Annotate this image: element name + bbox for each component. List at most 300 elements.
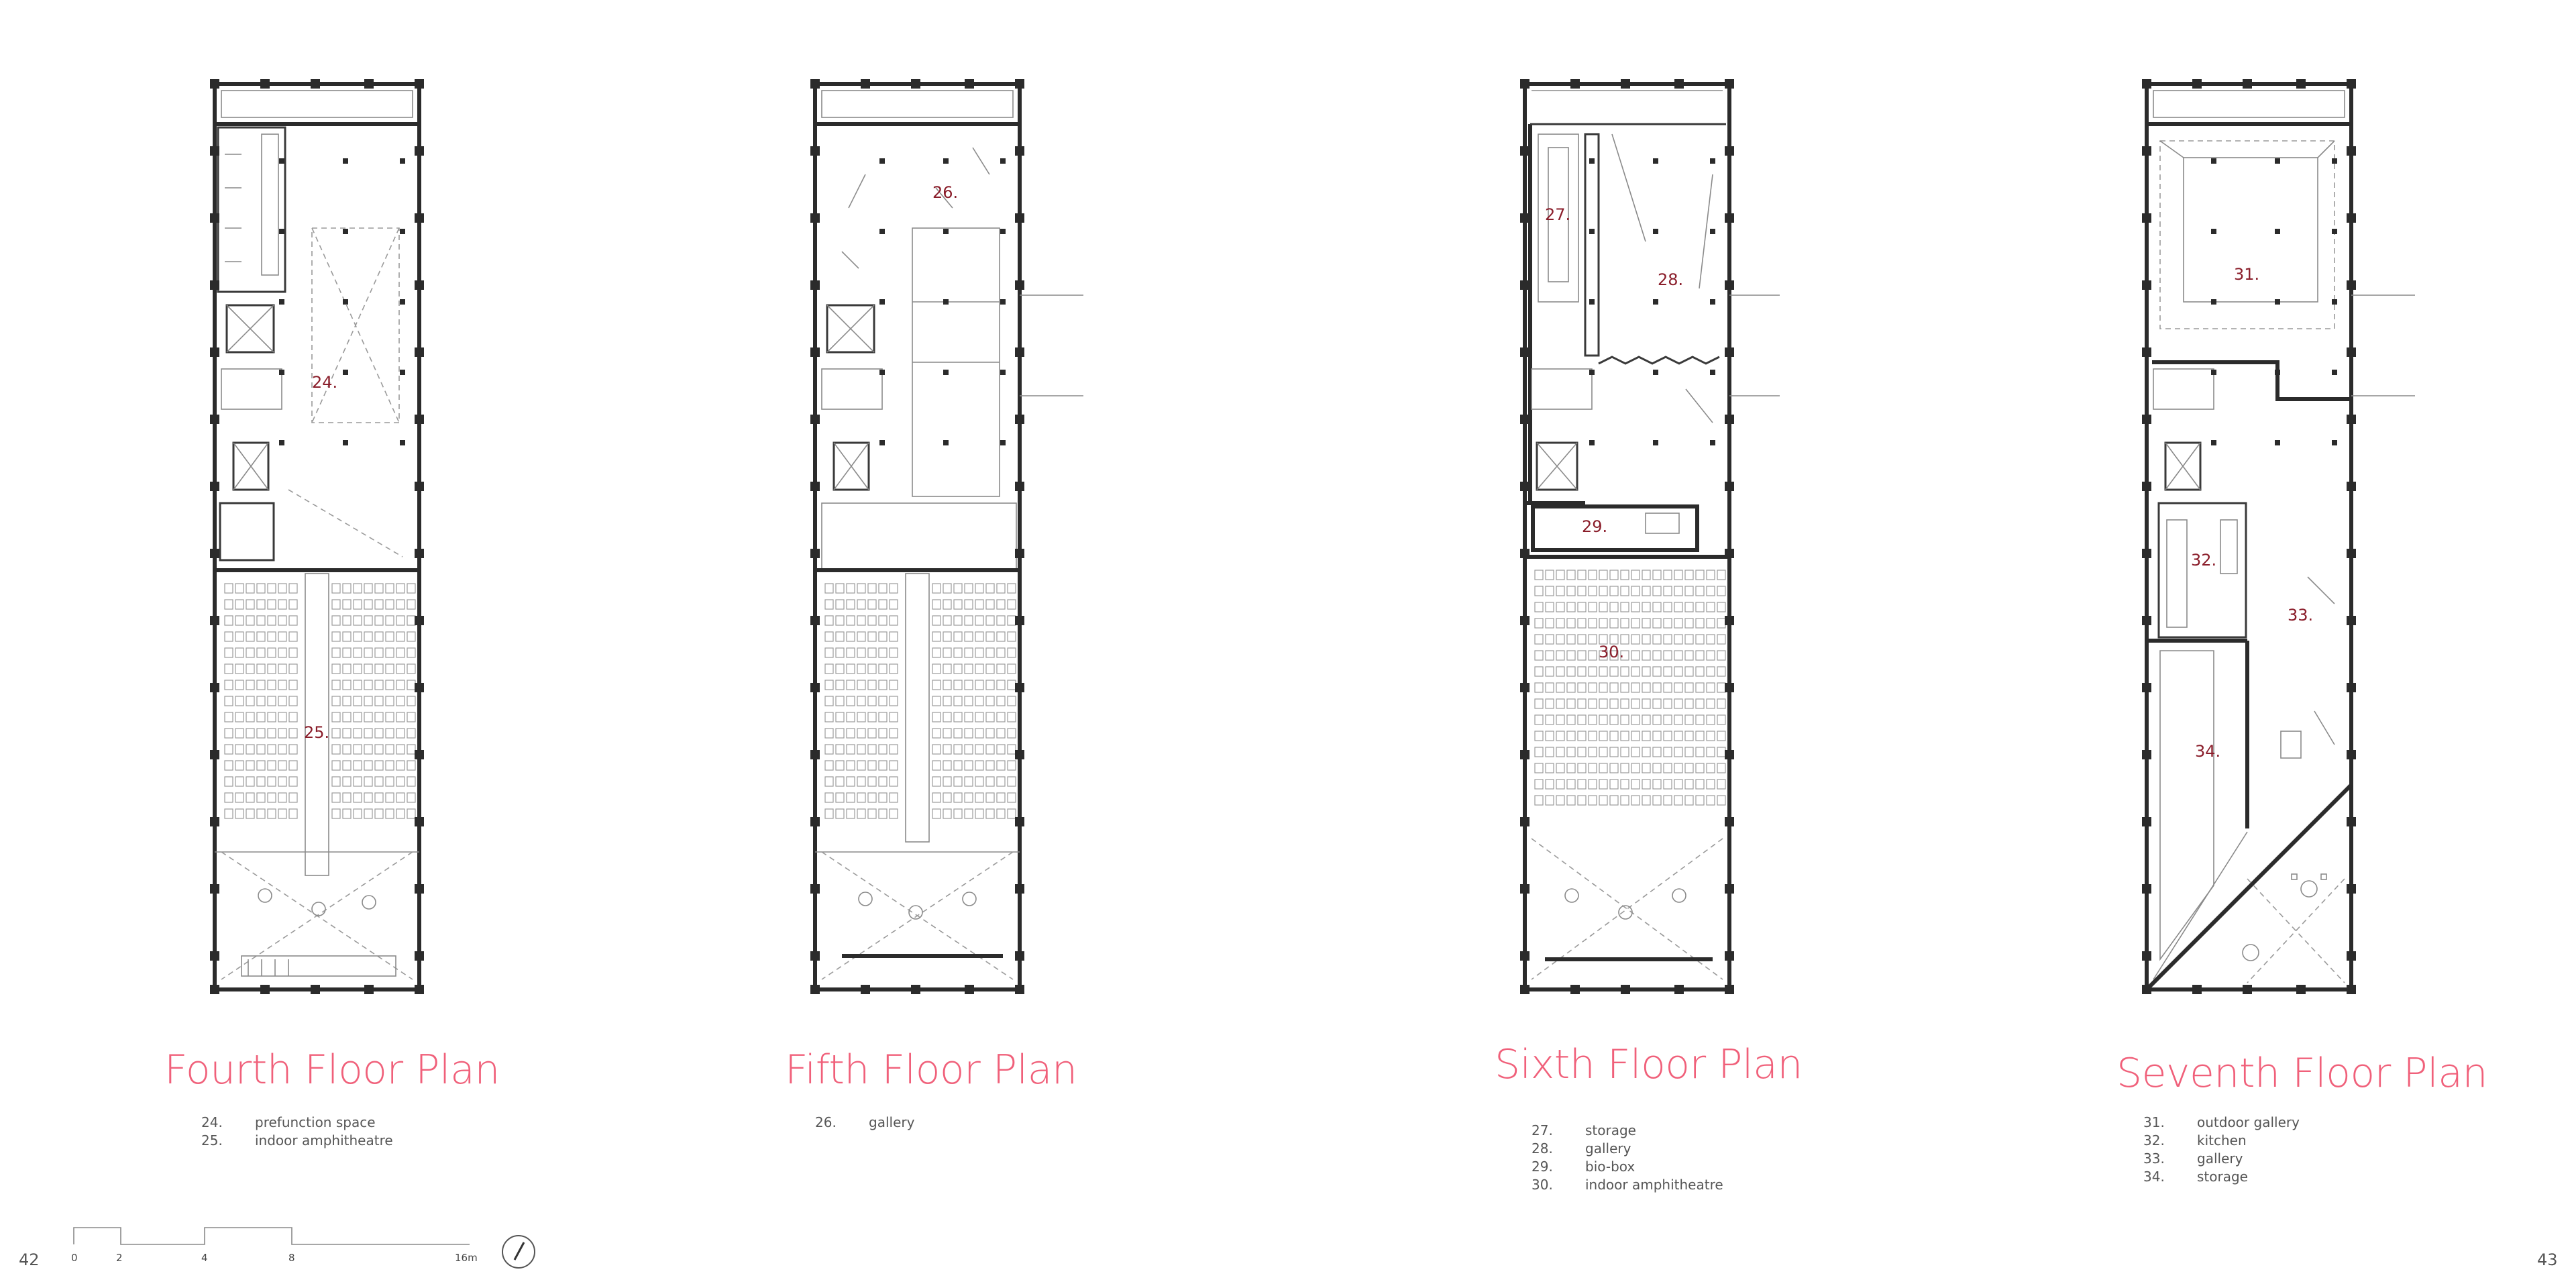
seat (1642, 635, 1650, 644)
seat (868, 809, 876, 818)
seat (932, 712, 941, 722)
seat (986, 712, 994, 722)
seat (354, 616, 362, 625)
seat (1631, 763, 1640, 773)
seat (1696, 715, 1704, 724)
seat (825, 696, 833, 706)
seat (1535, 780, 1543, 789)
seat (1567, 635, 1575, 644)
seat (857, 632, 865, 641)
seat (343, 745, 351, 754)
seat (1556, 763, 1564, 773)
seat (278, 696, 286, 706)
seat (868, 600, 876, 609)
room-label-24: 24. (312, 373, 338, 392)
seat (868, 584, 876, 593)
seat (1556, 619, 1564, 628)
column (279, 370, 284, 375)
seat (1599, 667, 1607, 676)
seat (246, 745, 254, 754)
seat (1535, 747, 1543, 757)
seat (986, 584, 994, 593)
seat (246, 680, 254, 690)
seat (289, 664, 297, 674)
seat (1556, 780, 1564, 789)
seat (1685, 747, 1693, 757)
seat (1535, 619, 1543, 628)
seat (332, 729, 340, 738)
column (311, 985, 320, 994)
seat (1696, 602, 1704, 612)
seat (396, 809, 405, 818)
column (415, 817, 424, 826)
seat (857, 584, 865, 593)
column (1589, 370, 1595, 375)
column (1520, 683, 1529, 692)
seat (225, 809, 233, 818)
seat (825, 648, 833, 657)
seat (1008, 729, 1016, 738)
seat (386, 809, 394, 818)
column (810, 985, 820, 994)
column (943, 299, 949, 305)
seat (235, 777, 244, 786)
column (810, 213, 820, 223)
seat (1685, 602, 1693, 612)
seat (386, 761, 394, 770)
legend-row (1532, 1176, 1723, 1194)
seat (375, 745, 383, 754)
seat (1717, 667, 1725, 676)
seat (890, 777, 898, 786)
column (1520, 482, 1529, 491)
seat (965, 712, 973, 722)
column (210, 817, 219, 826)
seat (364, 777, 372, 786)
column (279, 299, 284, 305)
seat (943, 584, 951, 593)
seat (1610, 699, 1618, 708)
seat (268, 584, 276, 593)
seat (289, 648, 297, 657)
column (1015, 683, 1024, 692)
seat (836, 632, 844, 641)
seat (1535, 602, 1543, 612)
legend-num: 25. (201, 1132, 223, 1148)
column (1725, 683, 1734, 692)
column (2332, 158, 2337, 164)
seat (825, 712, 833, 722)
seat (1696, 683, 1704, 692)
seat (235, 793, 244, 802)
seat (386, 793, 394, 802)
column (210, 750, 219, 759)
seat (857, 793, 865, 802)
column (2211, 370, 2216, 375)
seat (932, 777, 941, 786)
seat (386, 712, 394, 722)
column (2275, 158, 2280, 164)
seat (943, 664, 951, 674)
column (279, 440, 284, 445)
seat (1008, 664, 1016, 674)
seat (343, 648, 351, 657)
seat (1717, 796, 1725, 805)
seat (1589, 747, 1597, 757)
seat (1535, 651, 1543, 660)
seat (932, 680, 941, 690)
seat (965, 696, 973, 706)
seat (268, 777, 276, 786)
seat (1631, 683, 1640, 692)
seat (879, 777, 887, 786)
seat (354, 680, 362, 690)
seat (1642, 619, 1650, 628)
seat (1008, 648, 1016, 657)
seat (1578, 780, 1586, 789)
seat (407, 793, 415, 802)
seat (836, 600, 844, 609)
seat (364, 809, 372, 818)
seat (1653, 715, 1661, 724)
column (2142, 683, 2151, 692)
seat (1556, 635, 1564, 644)
column (1520, 146, 1529, 156)
seat (278, 616, 286, 625)
seat (943, 632, 951, 641)
seat (997, 809, 1005, 818)
seat (890, 648, 898, 657)
washroom-block (218, 127, 285, 292)
seat (847, 664, 855, 674)
legend-row (1532, 1140, 1723, 1158)
seat (396, 696, 405, 706)
seat (954, 745, 962, 754)
seat (332, 777, 340, 786)
seat (225, 600, 233, 609)
seat (1674, 619, 1682, 628)
column (2211, 158, 2216, 164)
legend-text: indoor amphitheatre (1585, 1177, 1723, 1193)
seat (975, 632, 983, 641)
seat (943, 696, 951, 706)
column (810, 415, 820, 424)
seat (836, 584, 844, 593)
seat (396, 761, 405, 770)
seat (857, 600, 865, 609)
seat (868, 616, 876, 625)
seat (1685, 667, 1693, 676)
seat (943, 761, 951, 770)
seat (1546, 747, 1554, 757)
seat (1578, 602, 1586, 612)
seat (268, 712, 276, 722)
seat (1599, 699, 1607, 708)
seat (997, 712, 1005, 722)
column (1725, 616, 1734, 625)
seat (289, 777, 297, 786)
legend-num: 29. (1532, 1159, 1553, 1175)
column (810, 482, 820, 491)
scale-bar (67, 1221, 483, 1268)
column (1520, 616, 1529, 625)
seat (1674, 796, 1682, 805)
seat (1674, 715, 1682, 724)
seat (225, 616, 233, 625)
seat (1631, 635, 1640, 644)
seat (1642, 796, 1650, 805)
seat (943, 729, 951, 738)
seat (825, 600, 833, 609)
column (260, 985, 270, 994)
column (810, 884, 820, 894)
seat (932, 584, 941, 593)
column (1725, 79, 1734, 89)
seat (332, 632, 340, 641)
column (415, 750, 424, 759)
seat (1664, 780, 1672, 789)
seat (396, 745, 405, 754)
seat (1674, 602, 1682, 612)
column (1520, 884, 1529, 894)
seat (975, 584, 983, 593)
seat (965, 664, 973, 674)
seat (954, 600, 962, 609)
seat (289, 584, 297, 593)
seat (1664, 763, 1672, 773)
plan-title-sixth: Sixth Floor Plan (1495, 1041, 1803, 1088)
column (810, 146, 820, 156)
seat (868, 761, 876, 770)
seat (1546, 667, 1554, 676)
seat (246, 809, 254, 818)
seat (1653, 763, 1661, 773)
seat (1589, 586, 1597, 596)
column (1710, 299, 1715, 305)
seat (235, 809, 244, 818)
seat (343, 761, 351, 770)
seat (1589, 715, 1597, 724)
seat (954, 664, 962, 674)
seat (1685, 763, 1693, 773)
seat (407, 777, 415, 786)
seat (1653, 796, 1661, 805)
seat (1008, 616, 1016, 625)
column (2142, 79, 2151, 89)
seat (1008, 809, 1016, 818)
seat (278, 745, 286, 754)
column (810, 817, 820, 826)
column (1015, 213, 1024, 223)
seat (965, 729, 973, 738)
seat (997, 648, 1005, 657)
column (1589, 299, 1595, 305)
seat (1610, 747, 1618, 757)
seat (1631, 586, 1640, 596)
legend-row (1532, 1158, 1723, 1176)
seat (1707, 570, 1715, 580)
seat (1674, 635, 1682, 644)
column (415, 146, 424, 156)
seat (407, 809, 415, 818)
column (1674, 985, 1684, 994)
column (1725, 884, 1734, 894)
seat (965, 745, 973, 754)
seat (257, 584, 265, 593)
column (2347, 817, 2356, 826)
seat (868, 729, 876, 738)
seat (235, 745, 244, 754)
seat (1621, 602, 1629, 612)
column (210, 951, 219, 961)
seat (1696, 780, 1704, 789)
seat (1535, 715, 1543, 724)
seat (278, 664, 286, 674)
column (415, 616, 424, 625)
column (210, 549, 219, 558)
seat (246, 777, 254, 786)
seat (1707, 731, 1715, 741)
seat (332, 745, 340, 754)
seat (246, 729, 254, 738)
seat (1556, 651, 1564, 660)
seat (1621, 780, 1629, 789)
seat (986, 680, 994, 690)
seat (1642, 699, 1650, 708)
seat (1621, 570, 1629, 580)
seat (1610, 763, 1618, 773)
column (2142, 951, 2151, 961)
seat (847, 777, 855, 786)
seat (278, 648, 286, 657)
seat (257, 664, 265, 674)
seat (1546, 683, 1554, 692)
seat (954, 809, 962, 818)
stage-area (1532, 839, 1723, 979)
seat (1664, 651, 1672, 660)
seat (1567, 747, 1575, 757)
seat (965, 648, 973, 657)
seat (1535, 699, 1543, 708)
seat (836, 664, 844, 674)
seat (386, 584, 394, 593)
seat (1642, 586, 1650, 596)
seat (332, 761, 340, 770)
seat (975, 761, 983, 770)
seat (1696, 570, 1704, 580)
seat (246, 632, 254, 641)
seat (235, 680, 244, 690)
seat (997, 793, 1005, 802)
elevator-cores (1526, 369, 1592, 503)
seat (1717, 763, 1725, 773)
page-number-right: 43 (2537, 1250, 2558, 1269)
seat (1631, 715, 1640, 724)
seat (986, 696, 994, 706)
seat (1631, 570, 1640, 580)
seat (364, 793, 372, 802)
seat (1008, 680, 1016, 690)
seat (943, 680, 951, 690)
seat (1610, 796, 1618, 805)
seat (1589, 651, 1597, 660)
seat (375, 793, 383, 802)
seat (1556, 683, 1564, 692)
seat (235, 712, 244, 722)
seat (1610, 715, 1618, 724)
seat (975, 745, 983, 754)
seat (1717, 586, 1725, 596)
seat (1717, 731, 1725, 741)
seat (407, 712, 415, 722)
seat (1546, 602, 1554, 612)
seat (1642, 570, 1650, 580)
seat (396, 648, 405, 657)
seat (1578, 586, 1586, 596)
seat (825, 777, 833, 786)
seat (1578, 715, 1586, 724)
column (1015, 750, 1024, 759)
seat (825, 632, 833, 641)
seat (943, 712, 951, 722)
seat (257, 600, 265, 609)
stage-area (815, 852, 1020, 979)
seat (847, 600, 855, 609)
seat (1685, 683, 1693, 692)
column (1000, 370, 1006, 375)
seat (1707, 683, 1715, 692)
seat (1008, 745, 1016, 754)
seat (825, 745, 833, 754)
seat (836, 680, 844, 690)
seat (847, 729, 855, 738)
seat (278, 632, 286, 641)
seat (332, 809, 340, 818)
seat (396, 584, 405, 593)
seat (1546, 796, 1554, 805)
scale-label: 4 (201, 1252, 208, 1264)
column (943, 370, 949, 375)
column (364, 985, 374, 994)
column (1000, 440, 1006, 445)
seat (1567, 796, 1575, 805)
column (2296, 985, 2306, 994)
column (2142, 482, 2151, 491)
seat (1556, 715, 1564, 724)
seat (1642, 715, 1650, 724)
column (415, 985, 424, 994)
seat (847, 809, 855, 818)
seat (1696, 651, 1704, 660)
seat (1589, 683, 1597, 692)
seat (1631, 780, 1640, 789)
seat (932, 632, 941, 641)
column (1653, 440, 1658, 445)
seat (225, 729, 233, 738)
column (1015, 951, 1024, 961)
seat (1535, 796, 1543, 805)
seat (857, 648, 865, 657)
seat (1578, 731, 1586, 741)
seat (396, 729, 405, 738)
column (343, 440, 348, 445)
seat (1631, 731, 1640, 741)
column (1725, 347, 1734, 357)
column (2347, 683, 2356, 692)
seat (890, 680, 898, 690)
seat (278, 584, 286, 593)
seat (965, 809, 973, 818)
